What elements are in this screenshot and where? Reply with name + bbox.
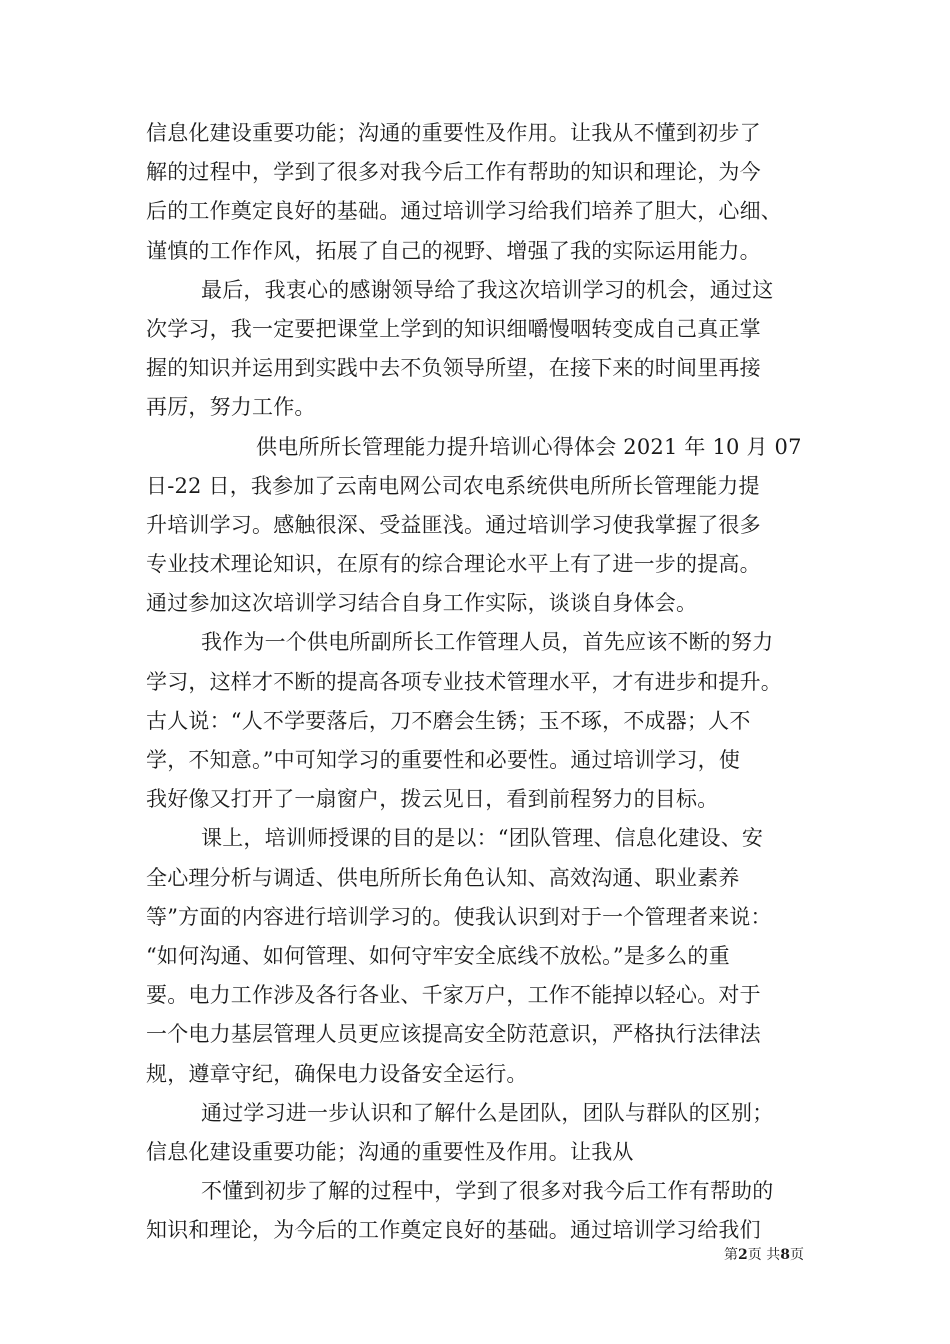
paragraph-start-line: 课上，培训师授课的目的是以：“团队管理、信息化建设、安 xyxy=(201,826,764,851)
document-body xyxy=(146,114,806,1250)
text-line: 古人说：“人不学要落后，刀不磨会生锈；玉不琢，不成器；人不 xyxy=(146,708,751,733)
text-line: 再厉，努力工作。 xyxy=(146,395,316,420)
text-line: 信息化建设重要功能；沟通的重要性及作用。让我从 xyxy=(146,1139,634,1164)
text-line: 信息化建设重要功能；沟通的重要性及作用。让我从不懂到初步了 xyxy=(146,121,761,145)
text-line: 规，遵章守纪，确保电力设备安全运行。 xyxy=(146,1061,528,1086)
paragraph-start-line: 不懂到初步了解的过程中，学到了很多对我今后工作有帮助的 xyxy=(201,1179,774,1204)
text-line: 我好像又打开了一扇窗户，拨云见日，看到前程努力的目标。 xyxy=(146,787,719,812)
paragraph-start-line: 最后，我衷心的感谢领导给了我这次培训学习的机会，通过这 xyxy=(201,277,774,302)
current-page-number: 2 xyxy=(738,1247,748,1263)
text-line: 解的过程中，学到了很多对我今后工作有帮助的知识和理论，为今 xyxy=(146,160,761,185)
text-line: 等”方面的内容进行培训学习的。使我认识到对于一个管理者来说： xyxy=(146,904,772,929)
text-line: 学习，这样才不断的提高各项专业技术管理水平，才有进步和提升。 xyxy=(146,669,782,694)
text-line: 全心理分析与调适、供电所所长角色认知、高效沟通、职业素养 xyxy=(146,865,740,890)
paragraph-start-line: 通过学习进一步认识和了解什么是团队，团队与群队的区别； xyxy=(201,1100,774,1125)
footer-prefix: 第 xyxy=(724,1247,739,1263)
footer-suffix: 页 xyxy=(790,1247,804,1263)
paragraph-start-line: 我作为一个供电所副所长工作管理人员，首先应该不断的努力 xyxy=(201,630,774,655)
text-line: 握的知识并运用到实践中去不负领导所望，在接下来的时间里再接 xyxy=(146,356,761,381)
text-line: 一个电力基层管理人员更应该提高安全防范意识，严格执行法律法 xyxy=(146,1022,761,1047)
page-number-footer xyxy=(724,1246,804,1264)
text-line: 升培训学习。感触很深、受益匪浅。通过培训学习使我掌握了很多 xyxy=(146,512,761,537)
text-line: 要。电力工作涉及各行各业、千家万户，工作不能掉以轻心。对于 xyxy=(146,983,761,1008)
text-line: 次学习，我一定要把课堂上学到的知识细嚼慢咽转变成自己真正掌 xyxy=(146,316,761,341)
text-line: 后的工作奠定良好的基础。通过培训学习给我们培养了胆大，心细、 xyxy=(146,199,782,224)
text-line: 谨慎的工作作风，拓展了自己的视野、增强了我的实际运用能力。 xyxy=(146,238,761,263)
text-line: 学，不知意。”中可知学习的重要性和必要性。通过培训学习，使 xyxy=(146,748,741,772)
text-line: 通过参加这次培训学习结合自身工作实际，谈谈自身体会。 xyxy=(146,591,698,616)
section-heading-line: 供电所所长管理能力提升培训心得体会 2021 年 10 月 07 xyxy=(256,434,802,459)
total-page-count: 8 xyxy=(780,1247,790,1263)
text-line: 日-22 日，我参加了云南电网公司农电系统供电所所长管理能力提 xyxy=(146,473,760,498)
footer-middle: 页 共 xyxy=(747,1247,781,1263)
text-line: “如何沟通、如何管理、如何守牢安全底线不放松。”是多么的重 xyxy=(146,943,730,968)
text-line: 知识和理论，为今后的工作奠定良好的基础。通过培训学习给我们 xyxy=(146,1218,761,1243)
text-line: 专业技术理论知识，在原有的综合理论水平上有了进一步的提高。 xyxy=(146,552,761,577)
